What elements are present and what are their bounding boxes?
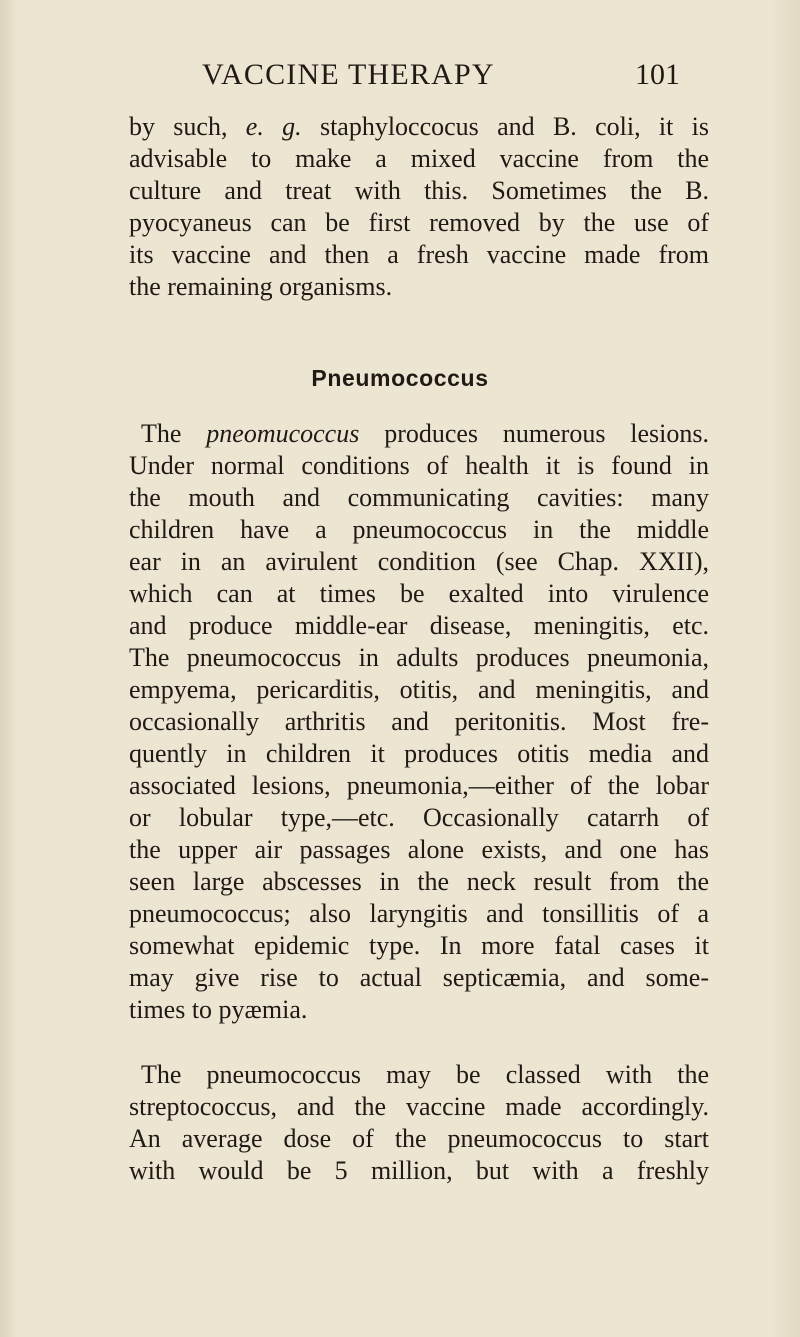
text-line: ear in an avirulent condition (see Chap. XXII), [129,547,709,576]
text-segment: produces numerous lesions. [359,419,710,448]
text-line [129,418,709,450]
page-number: 101 [635,58,680,91]
text-line: empyema, pericarditis, otitis, and meningitis, and [129,675,709,704]
text-line: seen large abscesses in the neck result from the [129,867,709,896]
text-line: the mouth and communicating cavities: many [129,483,709,512]
text-line: by such, e. g. staphyloccocus and B. coli, it is [129,112,709,141]
running-title: VACCINE THERAPY [202,58,495,91]
paragraph-1 [129,111,709,303]
running-head [160,58,700,98]
text-line: An average dose of the pneumococcus to start [129,1124,709,1153]
text-line: the remaining organisms. [129,272,393,301]
text-line: its vaccine and then a fresh vaccine made from [129,240,709,269]
text-line: occasionally arthritis and peritonitis. Most fre- [129,707,709,736]
text-line: culture and treat with this. Sometimes the B. [129,176,709,205]
text-line: advisable to make a mixed vaccine from the [129,144,709,173]
text-line: Under normal conditions of health it is found in [129,451,709,480]
paragraph-3 [129,1059,709,1187]
text-line: which can at times be exalted into virulence [129,579,709,608]
text-line: streptococcus, and the vaccine made accordingly. [129,1092,709,1121]
text-segment: The [141,419,207,448]
text-line: times to pyæmia. [129,995,308,1024]
text-line: The pneumococcus may be classed with the [141,1060,709,1089]
text-line: pyocyaneus can be first removed by the use of [129,208,709,237]
text-line: somewhat epidemic type. In more fatal cases it [129,931,709,960]
text-line: or lobular type,—etc. Occasionally catarrh of [129,803,709,832]
text-line: may give rise to actual septicæmia, and some- [129,963,709,992]
text-line: children have a pneumococcus in the middle [129,515,709,544]
text-line: with would be 5 million, but with a freshly [129,1156,709,1185]
text-line: the upper air passages alone exists, and one has [129,835,709,864]
text-line: The pneumococcus in adults produces pneumonia, [129,643,709,672]
text-line: quently in children it produces otitis media and [129,739,709,768]
italic-term: pneomucoccus [206,419,360,448]
text-line: and produce middle-ear disease, meningitis, etc. [129,611,709,640]
text-line: associated lesions, pneumonia,—either of the lobar [129,771,709,800]
paragraph-2 [129,418,709,1026]
text-line: pneumococcus; also laryngitis and tonsillitis of a [129,899,709,928]
section-heading: Pneumococcus [311,365,489,391]
